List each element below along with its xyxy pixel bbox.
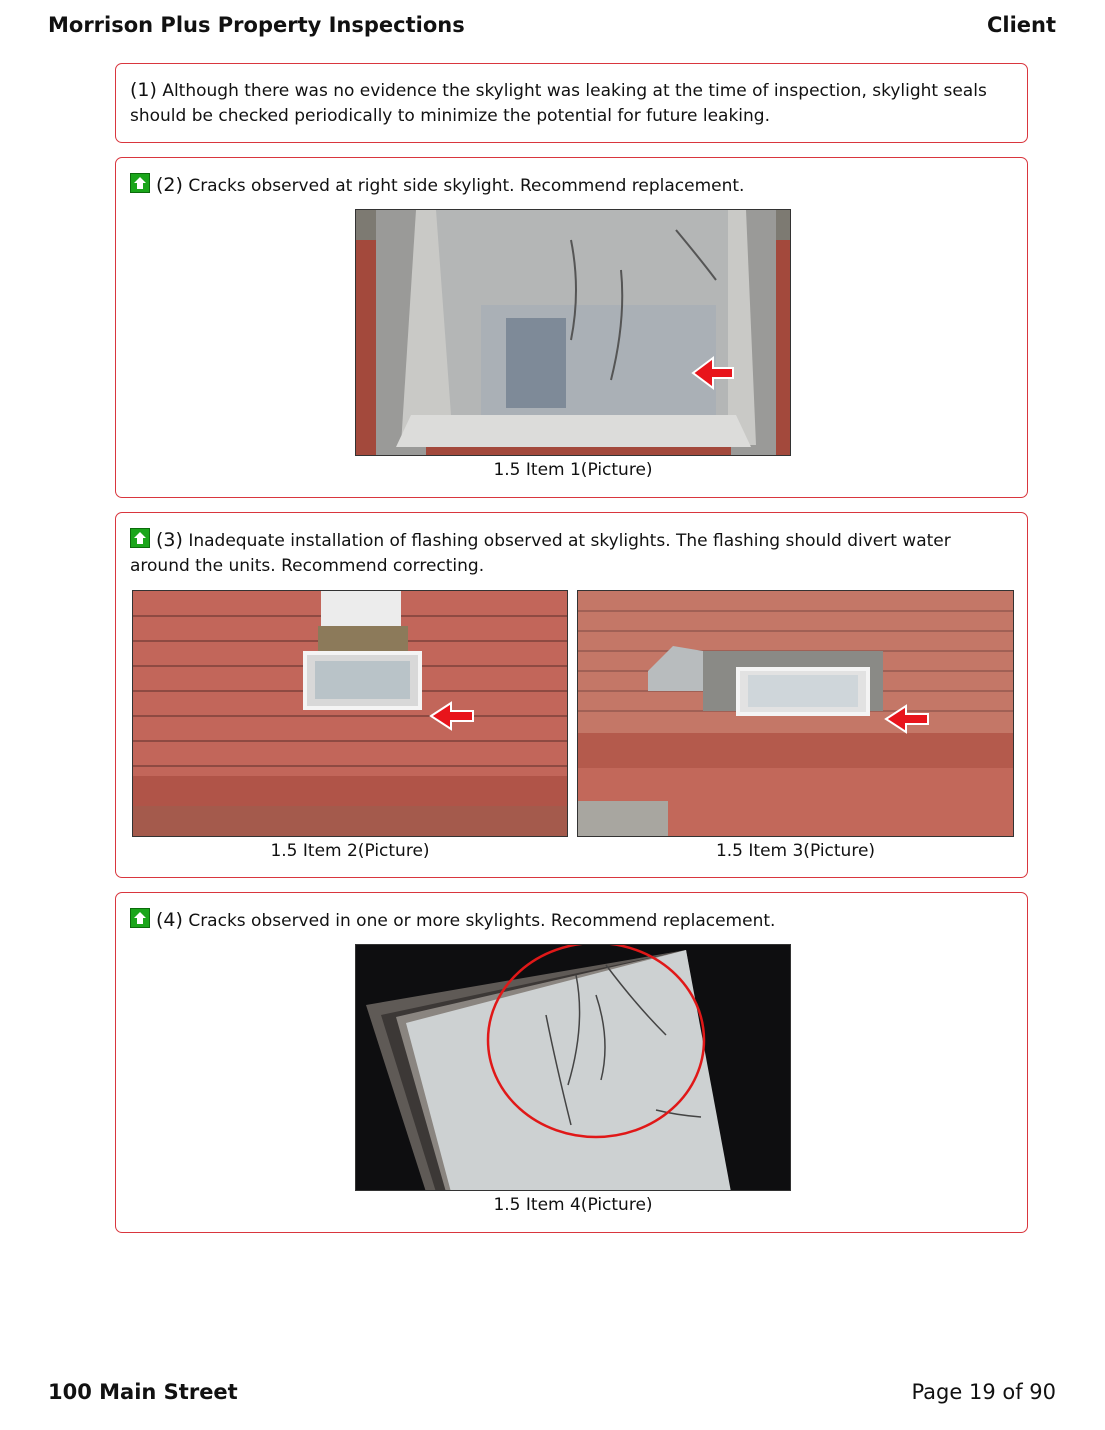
skylight-photo-1 xyxy=(355,209,791,456)
skylight-photo-4 xyxy=(355,944,791,1191)
skylight-photo-2 xyxy=(132,590,568,837)
photo-caption: 1.5 Item 1(Picture) xyxy=(493,460,653,480)
repair-flag-icon xyxy=(130,173,150,193)
comment-text-1 xyxy=(130,78,1013,129)
comment-box-2 xyxy=(115,157,1028,498)
repair-flag-icon xyxy=(130,908,150,928)
comment-number: (3) xyxy=(156,529,183,551)
comment-text-3 xyxy=(130,528,1013,579)
comment-body: Cracks observed at right side skylight. Recommend replacement. xyxy=(182,176,745,196)
comment-box-3 xyxy=(115,512,1028,878)
comment-number: (1) xyxy=(130,79,157,101)
client-label: Client xyxy=(986,13,1056,37)
company-name: Morrison Plus Property Inspections xyxy=(48,13,465,37)
comment-body: Inadequate installation of flashing observed at skylights. The flashing should divert water around the units. Recommend correcting. xyxy=(130,531,951,576)
comment-box-1 xyxy=(115,63,1028,143)
comment-body: Although there was no evidence the skylight was leaking at the time of inspection, skylight seals should be checked periodically to minimize the potential for future leaking. xyxy=(130,81,987,126)
photo-caption: 1.5 Item 2(Picture) xyxy=(270,841,430,861)
skylight-photo-3 xyxy=(577,590,1014,837)
comment-number: (4) xyxy=(156,909,183,931)
photo-caption: 1.5 Item 3(Picture) xyxy=(715,841,876,861)
comment-text-4 xyxy=(130,908,1013,934)
comment-body: Cracks observed in one or more skylights. Recommend replacement. xyxy=(182,911,776,931)
repair-flag-icon xyxy=(130,528,150,548)
comment-box-4 xyxy=(115,892,1028,1233)
page-number: Page 19 of 90 xyxy=(911,1380,1056,1404)
photo-caption: 1.5 Item 4(Picture) xyxy=(493,1195,653,1215)
property-address: 100 Main Street xyxy=(48,1380,238,1404)
comment-text-2 xyxy=(130,173,1013,199)
comment-number: (2) xyxy=(156,174,183,196)
